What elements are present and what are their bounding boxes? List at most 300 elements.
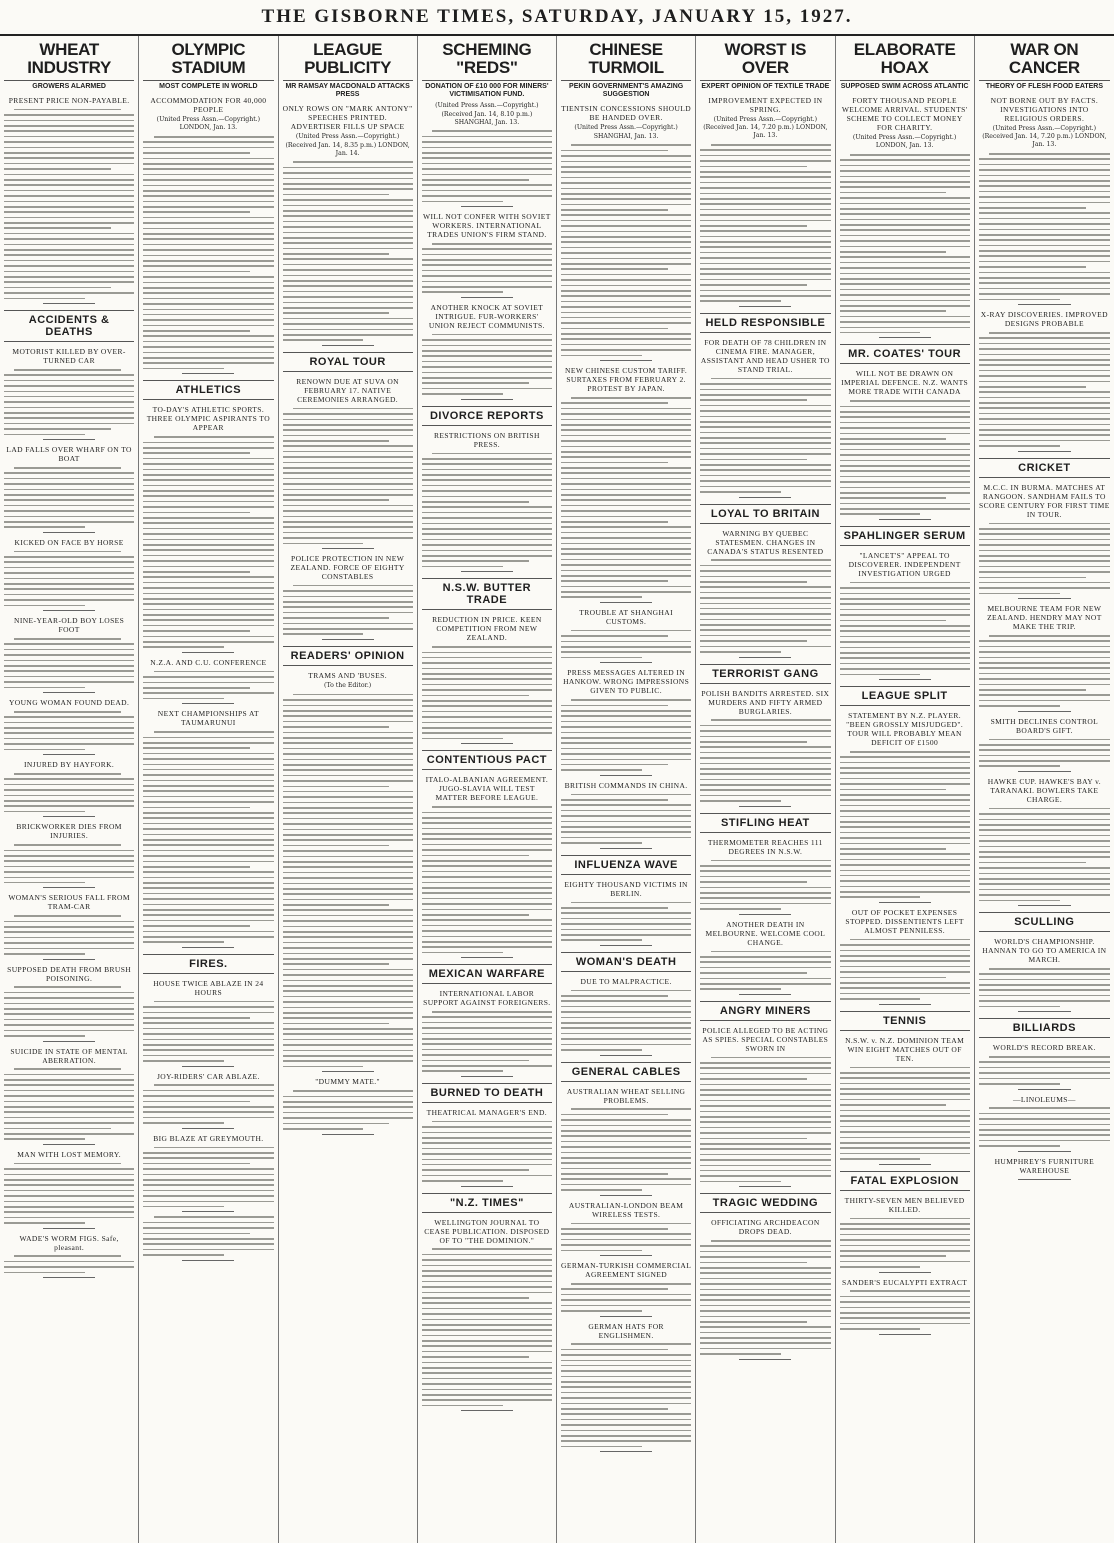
article-subhead: ONLY ROWS ON "MARK ANTONY" SPEECHES PRINTED. ADVERTISER FILLS UP SPACE [282, 104, 413, 132]
article-body [979, 1056, 1110, 1085]
article [143, 954, 273, 1067]
article-divider [461, 957, 513, 958]
article [4, 1150, 134, 1229]
section-heading: HELD RESPONSIBLE [700, 313, 830, 333]
article-body [4, 711, 134, 750]
section-heading: N.S.W. BUTTER TRADE [422, 578, 552, 610]
article-subhead: MOTORIST KILLED BY OVER-TURNED CAR [12, 347, 126, 366]
article-subhead: N.Z.A. AND C.U. CONFERENCE [150, 658, 267, 668]
article-body [143, 136, 273, 369]
section-heading: DIVORCE REPORTS [422, 406, 552, 426]
article-divider [739, 1359, 791, 1360]
article-divider [43, 610, 95, 611]
article-body [4, 109, 134, 299]
article-divider [182, 1066, 234, 1067]
article [4, 310, 134, 440]
article-divider [879, 1164, 931, 1165]
article-divider [879, 1272, 931, 1273]
section-heading: "N.Z. TIMES" [422, 1193, 552, 1213]
article-subhead: TROUBLE AT SHANGHAI CUSTOMS. [579, 608, 673, 627]
article-body [840, 400, 970, 515]
article-dateline: (United Press Assn.—Copyright.) LONDON, Jan. 13. [852, 134, 957, 150]
article-body [700, 144, 830, 302]
article-body [4, 369, 134, 435]
article [840, 344, 970, 520]
section-heading: BURNED TO DEATH [422, 1083, 552, 1103]
article-divider [182, 652, 234, 653]
article-divider [879, 1004, 931, 1005]
article-body [561, 397, 691, 598]
article-body [561, 902, 691, 941]
article-dateline: (United Press Assn.—Copyright.) LONDON, Jan. 13. [156, 116, 261, 132]
section-heading: LOYAL TO BRITAIN [700, 504, 830, 524]
article [840, 41, 970, 338]
article [4, 965, 134, 1042]
section-heading: SCULLING [979, 912, 1110, 932]
article [979, 717, 1110, 772]
article-headline: LEAGUE PUBLICITY [283, 41, 413, 81]
article-divider [1018, 771, 1071, 772]
section-heading: FATAL EXPLOSION [840, 1171, 970, 1191]
article [700, 920, 830, 995]
article [283, 1077, 413, 1134]
article [143, 709, 273, 948]
article-subhead: "DUMMY MATE." [315, 1077, 381, 1087]
article [4, 698, 134, 755]
article-body [840, 1067, 970, 1160]
article-body [422, 243, 552, 293]
article-divider [461, 399, 513, 400]
article-divider [461, 206, 513, 207]
article-body [4, 844, 134, 883]
article-divider [1018, 1011, 1071, 1012]
article-divider [1018, 304, 1071, 305]
article-body [700, 1057, 830, 1183]
article-subhead: DUE TO MALPRACTICE. [580, 976, 672, 986]
article-deck: DONATION OF £10 000 FOR MINERS' VICTIMISATION FUND. [425, 82, 549, 99]
article-body [700, 951, 830, 990]
article [979, 777, 1110, 906]
article [561, 668, 691, 775]
article-subhead: POLICE ALLEGED TO BE ACTING AS SPIES. SPECIAL CONSTABLES SWORN IN [702, 1025, 829, 1053]
article-divider [879, 337, 931, 338]
article-subhead: WELLINGTON JOURNAL TO CEASE PUBLICATION. DISPOSED OF TO "THE DOMINION." [424, 1217, 550, 1245]
section-heading: CONTENTIOUS PACT [422, 750, 552, 770]
article-divider [879, 1334, 931, 1335]
article [700, 504, 830, 658]
article-subhead: THEATRICAL MANAGER'S END. [426, 1107, 548, 1117]
section-heading: STIFLING HEAT [700, 813, 830, 833]
article-subhead: KICKED ON FACE BY HORSE [14, 537, 124, 547]
column-7 [836, 36, 975, 1543]
article-divider [43, 532, 95, 533]
article [840, 686, 970, 903]
article-body [143, 1147, 273, 1208]
article [143, 380, 273, 653]
article-divider [182, 703, 234, 704]
article-subhead: THIRTY-SEVEN MEN BELIEVED KILLED. [844, 1195, 965, 1214]
article-subhead: ANOTHER KNOCK AT SOVIET INTRIGUE. FUR-WORKERS' UNION REJECT COMMUNISTS. [428, 303, 545, 331]
article-subhead: BRICKWORKER DIES FROM INJURIES. [16, 822, 122, 841]
article-body [4, 1255, 134, 1273]
article-divider [461, 1076, 513, 1077]
article-subhead: ITALO-ALBANIAN AGREEMENT. JUGO-SLAVIA WILL TEST MATTER BEFORE LEAGUE. [425, 775, 549, 803]
article-body [979, 968, 1110, 1007]
article-body [979, 808, 1110, 901]
article-body [422, 1121, 552, 1182]
article [561, 781, 691, 849]
article-body [979, 739, 1110, 768]
article-body [700, 1240, 830, 1355]
article-subhead: WILL NOT CONFER WITH SOVIET WORKERS. INTERNATIONAL TRADES UNION'S FIRM STAND. [423, 212, 551, 240]
article-subhead: SMITH DECLINES CONTROL BOARD'S GIFT. [990, 716, 1099, 735]
article-divider [600, 1451, 652, 1452]
article-divider [600, 945, 652, 946]
article-subhead: WADE'S WORM FIGS. Safe, pleasant. [19, 1233, 119, 1252]
article-divider [1018, 1179, 1071, 1180]
article-divider [600, 662, 652, 663]
article [422, 406, 552, 573]
article-headline: CHINESE TURMOIL [561, 41, 691, 81]
article-divider [739, 1186, 791, 1187]
article-body [143, 1084, 273, 1123]
article-body [979, 523, 1110, 595]
article-deck: PEKIN GOVERNMENT'S AMAZING SUGGESTION [569, 82, 684, 99]
article-headline: WHEAT INDUSTRY [4, 41, 134, 81]
article-subhead: X-RAY DISCOVERIES. IMPROVED DESIGNS PROBABLE [980, 310, 1108, 329]
section-heading: SPAHLINGER SERUM [840, 526, 970, 546]
article-body [4, 1068, 134, 1140]
article-subhead: YOUNG WOMAN FOUND DEAD. [8, 698, 130, 708]
article-subhead: NEXT CHAMPIONSHIPS AT TAUMARUNUI [157, 709, 259, 728]
article [422, 964, 552, 1077]
article-divider [322, 548, 374, 549]
article-body [840, 1290, 970, 1329]
article [979, 1157, 1110, 1180]
article-subhead: TO-DAY'S ATHLETIC SPORTS. THREE OLYMPIC ASPIRANTS TO APPEAR [146, 405, 271, 433]
article [4, 41, 134, 304]
article-divider [1018, 451, 1071, 452]
article [143, 1072, 273, 1129]
article-subhead: WORLD'S CHAMPIONSHIP. HANNAN TO GO TO AMERICA IN MARCH. [982, 937, 1107, 965]
article-body [4, 986, 134, 1036]
article-subhead: WOMAN'S SERIOUS FALL FROM TRAM-CAR [8, 893, 130, 912]
article-subhead: OUT OF POCKET EXPENSES STOPPED. DISSENTIENTS LEFT ALMOST PENNILESS. [845, 908, 964, 936]
article [561, 855, 691, 946]
article-headline: WAR ON CANCER [979, 41, 1110, 81]
article [4, 893, 134, 959]
article-divider [461, 297, 513, 298]
article-subhead: WILL NOT BE DRAWN ON IMPERIAL DEFENCE. N.Z. WANTS MORE TRADE WITH CANADA [841, 369, 969, 397]
section-heading: CRICKET [979, 458, 1110, 478]
article [561, 608, 691, 663]
article-subhead: FORTY THOUSAND PEOPLE WELCOME ARRIVAL. STUDENTS' SCHEME TO COLLECT MONEY FOR CHARITY. [841, 96, 968, 133]
article-subhead: TRAMS AND 'BUSES. [308, 671, 388, 680]
article [143, 41, 273, 374]
article-subhead: AUSTRALIAN-LONDON BEAM WIRELESS TESTS. [568, 1200, 684, 1219]
masthead [0, 0, 1114, 36]
article [143, 1216, 273, 1260]
article-subhead: JOY-RIDERS' CAR ABLAZE. [156, 1071, 260, 1081]
article-body [700, 719, 830, 801]
article-body [561, 1283, 691, 1312]
article-subhead: GERMAN-TURKISH COMMERCIAL AGREEMENT SIGNED [561, 1261, 692, 1280]
article-divider [43, 754, 95, 755]
article-divider [600, 602, 652, 603]
article-divider [1018, 1089, 1071, 1090]
article-headline: OLYMPIC STADIUM [143, 41, 273, 81]
article-body [561, 1343, 691, 1447]
article-deck: SUPPOSED SWIM ACROSS ATLANTIC [840, 82, 969, 90]
article [422, 303, 552, 400]
article-subhead: WORLD'S RECORD BREAK. [992, 1043, 1096, 1053]
article-subhead: M.C.C. IN BURMA. MATCHES AT RANGOON. SANDHAM FAILS TO SCORE CENTURY FOR FIRST TIME IN TOUR. [979, 482, 1110, 519]
article-body [561, 699, 691, 771]
article [283, 352, 413, 549]
article-body [700, 559, 830, 652]
article-divider [879, 902, 931, 903]
article-body [283, 585, 413, 635]
article-deck: THEORY OF FLESH FOOD EATERS [985, 82, 1104, 90]
article-body [840, 582, 970, 675]
article-divider [879, 519, 931, 520]
article-body [283, 1090, 413, 1129]
article [840, 1171, 970, 1273]
article-subhead: POLISH BANDITS ARRESTED. SIX MURDERS AND FIFTY ARMED BURGLARIES. [701, 688, 830, 716]
article-subhead: SANDER'S EUCALYPTI EXTRACT [842, 1277, 968, 1287]
article-subhead: STATEMENT BY N.Z. PLAYER. "BEEN GROSSLY MISJUDGED". TOUR WILL PROBABLY MEAN DEFICIT OF £1500 [846, 711, 964, 748]
article-body [4, 1163, 134, 1224]
section-heading: GENERAL CABLES [561, 1062, 691, 1082]
article-subhead: AUSTRALIAN WHEAT SELLING PROBLEMS. [566, 1086, 686, 1105]
section-heading: READERS' OPINION [283, 646, 413, 666]
column-3 [279, 36, 418, 1543]
article-subhead: LAD FALLS OVER WHARF ON TO BOAT [6, 445, 132, 464]
section-heading: TRAGIC WEDDING [700, 1193, 830, 1213]
article [561, 366, 691, 603]
section-heading: BILLIARDS [979, 1018, 1110, 1038]
article [979, 912, 1110, 1012]
article-divider [322, 1071, 374, 1072]
article [561, 1062, 691, 1196]
article-subhead: NEW CHINESE CUSTOM TARIFF. SURTAXES FROM FEBRUARY 2. PROTEST BY JAPAN. [565, 366, 688, 394]
article-subhead: TIENTSIN CONCESSIONS SHOULD BE HANDED OVER. [561, 104, 692, 123]
article-body [700, 378, 830, 493]
article [4, 445, 134, 533]
article-subhead: N.S.W. v. N.Z. DOMINION TEAM WIN EIGHT MATCHES OUT OF TEN. [845, 1035, 965, 1063]
article [979, 310, 1110, 452]
article [422, 1083, 552, 1187]
article-divider [739, 914, 791, 915]
article-subhead: PRESENT PRICE NON-PAYABLE. [8, 96, 130, 106]
article-divider [43, 692, 95, 693]
article-divider [322, 1134, 374, 1135]
article [561, 1261, 691, 1316]
article-body [561, 1223, 691, 1252]
article [283, 554, 413, 640]
article [700, 813, 830, 915]
article-subhead: RENOWN DUE AT SUVA ON FEBRUARY 17. NATIVE CEREMONIES ARRANGED. [296, 376, 399, 404]
article-subhead: BRITISH COMMANDS IN CHINA. [564, 780, 688, 790]
section-heading: FIRES. [143, 954, 273, 974]
article-subhead: FOR DEATH OF 78 CHILDREN IN CINEMA FIRE. MANAGER, ASSISTANT AND HEAD USHER TO STAND TRIAL. [700, 337, 830, 374]
article-divider [600, 775, 652, 776]
article [422, 41, 552, 207]
article-divider [461, 743, 513, 744]
article-body [143, 1001, 273, 1062]
article [979, 604, 1110, 711]
article [979, 41, 1110, 305]
article [700, 1193, 830, 1360]
article-divider [1018, 905, 1071, 906]
article-body [979, 635, 1110, 707]
article-dateline: (United Press Assn.—Copyright.) (Received Jan. 14, 8.35 p.m.) LONDON, Jan. 14. [285, 133, 410, 157]
column-5 [557, 36, 696, 1543]
article-subhead: POLICE PROTECTION IN NEW ZEALAND. FORCE OF EIGHTY CONSTABLES [290, 554, 405, 582]
column-6 [696, 36, 835, 1543]
article-divider [600, 1255, 652, 1256]
article-divider [1018, 711, 1071, 712]
article-body [840, 939, 970, 1000]
article [561, 1322, 691, 1453]
article-subhead: INTERNATIONAL LABOR SUPPORT AGAINST FOREIGNERS. [423, 989, 551, 1008]
article [422, 578, 552, 744]
column-1 [0, 36, 139, 1543]
article-dateline: (United Press Assn.—Copyright.) SHANGHAI, Jan. 13. [574, 124, 678, 140]
section-heading: TERRORIST GANG [700, 664, 830, 684]
article-body [422, 646, 552, 739]
article [979, 1018, 1110, 1089]
section-heading: WOMAN'S DEATH [561, 952, 691, 972]
section-heading: ACCIDENTS & DEATHS [4, 310, 134, 342]
article-subhead: REDUCTION IN PRICE. KEEN COMPETITION FROM NEW ZEALAND. [432, 615, 542, 643]
article-body [283, 161, 413, 340]
article-divider [182, 1260, 234, 1261]
article-subhead: RESTRICTIONS ON BRITISH PRESS. [433, 430, 540, 449]
article-subhead: OFFICIATING ARCHDEACON DROPS DEAD. [711, 1218, 820, 1237]
article-subhead: "LANCET'S" APPEAL TO DISCOVERER. INDEPENDENT INVESTIGATION URGED [848, 551, 961, 579]
article-subhead: ANOTHER DEATH IN MELBOURNE. WELCOME COOL CHANGE. [705, 919, 826, 947]
article-subhead: SUICIDE IN STATE OF MENTAL ABERRATION. [10, 1046, 128, 1065]
article-subhead: WARNING BY QUEBEC STATESMEN. CHANGES IN CANADA'S STATUS RESENTED [707, 528, 824, 556]
article-body [4, 773, 134, 812]
article-subhead: MELBOURNE TEAM FOR NEW ZEALAND. HENDRY MAY NOT MAKE THE TRIP. [987, 604, 1102, 632]
article-body [422, 1248, 552, 1406]
article [422, 1193, 552, 1412]
article-subhead: THERMOMETER REACHES 111 DEGREES IN N.S.W. [707, 837, 823, 856]
article [283, 41, 413, 346]
article-body [979, 1107, 1110, 1146]
article-headline: ELABORATE HOAX [840, 41, 970, 81]
article [700, 41, 830, 307]
article-deck: GROWERS ALARMED [32, 82, 106, 90]
article-body [979, 332, 1110, 447]
article-divider [43, 439, 95, 440]
article-subhead: GERMAN HATS FOR ENGLISHMEN. [588, 1321, 664, 1340]
article-divider [182, 1211, 234, 1212]
article-subhead: —LINOLEUMS— [1013, 1094, 1076, 1104]
article-divider [461, 1410, 513, 1411]
article [979, 458, 1110, 599]
article-divider [600, 360, 652, 361]
article-body [143, 671, 273, 700]
article-divider [182, 1128, 234, 1129]
article-body [700, 860, 830, 910]
section-heading: MEXICAN WARFARE [422, 964, 552, 984]
article-body [561, 630, 691, 659]
article [143, 658, 273, 704]
article [422, 750, 552, 958]
article-body [4, 638, 134, 688]
article [840, 908, 970, 1005]
article-divider [461, 571, 513, 572]
article-divider [43, 1041, 95, 1042]
article-divider [1018, 598, 1071, 599]
masthead-title: THE GISBORNE TIMES, SATURDAY, JANUARY 15, 1927. [261, 6, 853, 27]
article-divider [739, 657, 791, 658]
article [561, 952, 691, 1056]
column-8 [975, 36, 1114, 1543]
article-body [979, 153, 1110, 300]
article-subhead: SUPPOSED DEATH FROM BRUSH POISONING. [7, 964, 132, 983]
article [4, 616, 134, 693]
article-subhead: HOUSE TWICE ABLAZE IN 24 HOURS [153, 978, 264, 997]
article-divider [879, 679, 931, 680]
article-dateline: (United Press Assn.—Copyright.) (Received Jan. 14, 8.10 p.m.) SHANGHAI, Jan. 13. [435, 102, 539, 126]
article-divider [322, 345, 374, 346]
article [979, 1095, 1110, 1152]
article-dateline: (United Press Assn.—Copyright.) (Received Jan. 14, 7.20 p.m.) LONDON, Jan. 13. [982, 125, 1107, 149]
article [840, 1011, 970, 1165]
article-divider [182, 947, 234, 948]
article [4, 1047, 134, 1145]
article-divider [600, 1195, 652, 1196]
article-body [143, 436, 273, 648]
article-body [422, 334, 552, 395]
article-divider [1018, 1151, 1071, 1152]
article-body [4, 551, 134, 607]
article-divider [182, 373, 234, 374]
article-body [4, 467, 134, 528]
column-2 [139, 36, 278, 1543]
article-divider [739, 994, 791, 995]
article-divider [739, 306, 791, 307]
article [4, 1234, 134, 1279]
article-subhead: INJURED BY HAYFORK. [24, 760, 115, 770]
article-body [4, 915, 134, 954]
article-subhead: PRESS MESSAGES ALTERED IN HANKOW. WRONG IMPRESSIONS GIVEN TO PUBLIC. [563, 668, 690, 696]
article-divider [600, 1316, 652, 1317]
section-heading: ANGRY MINERS [700, 1001, 830, 1021]
article-body [422, 1011, 552, 1072]
article-deck: MR RAMSAY MACDONALD ATTACKS PRESS [285, 82, 410, 99]
article-body [422, 806, 552, 953]
article-deck: EXPERT OPINION OF TEXTILE TRADE [701, 82, 830, 90]
section-heading: INFLUENZA WAVE [561, 855, 691, 875]
section-heading: ROYAL TOUR [283, 352, 413, 372]
article [143, 1134, 273, 1213]
article-dateline: (To the Editor.) [324, 682, 372, 689]
article-body [283, 408, 413, 544]
article-divider [739, 497, 791, 498]
article-body [283, 694, 413, 1068]
article-body [840, 751, 970, 898]
article [4, 538, 134, 611]
section-heading: MR. COATES' TOUR [840, 344, 970, 364]
article [4, 760, 134, 817]
column-4 [418, 36, 557, 1543]
article [283, 646, 413, 1072]
